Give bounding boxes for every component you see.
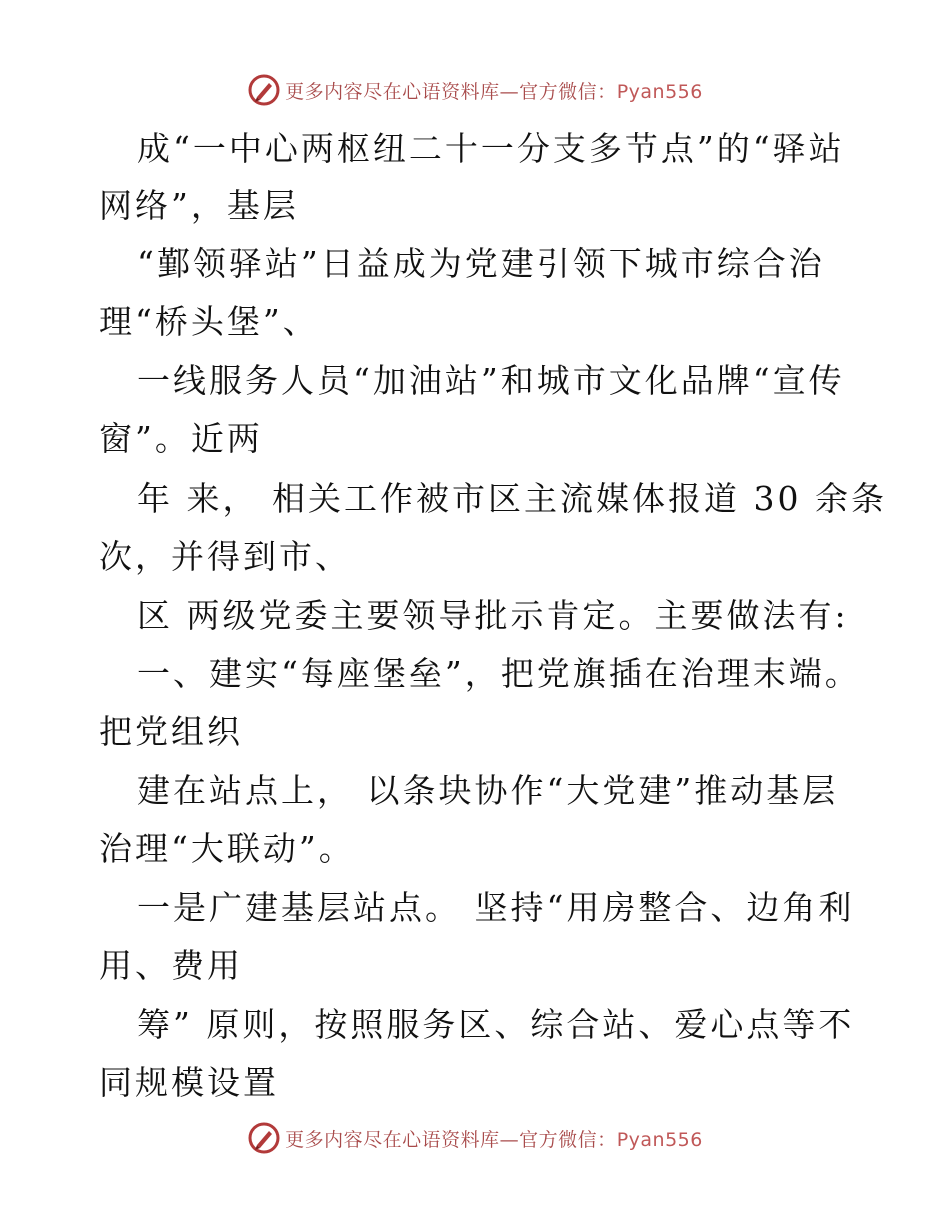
paragraph-line: 一、建实“每座堡垒”，把党旗插在治理末端。 bbox=[137, 654, 861, 693]
watermark-wechat-id: Pyan556 bbox=[616, 80, 703, 103]
pen-logo-icon bbox=[247, 1121, 281, 1155]
footer-watermark bbox=[0, 1118, 950, 1158]
watermark-dash: — bbox=[499, 80, 520, 103]
paragraph-line: 网络”，基层 bbox=[99, 186, 299, 225]
paragraph-line: 成“一中心两枢纽二十一分支多节点”的“驿站 bbox=[137, 129, 845, 168]
paragraph-line: 治理“大联动”。 bbox=[99, 829, 355, 868]
paragraph-line: 建在站点上， 以条块协作“大党建”推动基层 bbox=[137, 771, 839, 810]
paragraph-line: 筹” 原则，按照服务区、综合站、爱心点等不 bbox=[137, 1005, 855, 1044]
paragraph-line: 一是广建基层站点。 坚持“用房整合、边角利 bbox=[137, 888, 855, 927]
watermark-text bbox=[285, 77, 703, 104]
paragraph-line: 理“桥头堡”、 bbox=[99, 302, 319, 341]
paragraph-line: 窗”。近两 bbox=[99, 419, 263, 458]
watermark-wechat-label: 官方微信： bbox=[519, 1128, 617, 1151]
watermark-main-text: 更多内容尽在心语资料库 bbox=[285, 80, 500, 103]
watermark-wechat-id: Pyan556 bbox=[616, 1128, 703, 1151]
paragraph-line: 区 两级党委主要领导批示肯定。主要做法有: bbox=[137, 596, 849, 635]
paragraph-line: 一线服务人员“加油站”和城市文化品牌“宣传 bbox=[137, 361, 845, 400]
paragraph-line: 把党组织 bbox=[99, 712, 243, 751]
paragraph-line: 同规模设置 bbox=[99, 1063, 279, 1102]
pen-logo-icon bbox=[247, 73, 281, 107]
paragraph-line: 次，并得到市、 bbox=[99, 537, 351, 576]
paragraph-line: “鄞领驿站”日益成为党建引领下城市综合治 bbox=[137, 244, 825, 283]
header-watermark bbox=[0, 70, 950, 110]
watermark-main-text: 更多内容尽在心语资料库 bbox=[285, 1128, 500, 1151]
paragraph-line: 用、费用 bbox=[99, 946, 243, 985]
paragraph-line: 年 来， 相关工作被市区主流媒体报道 30 余条 bbox=[137, 479, 887, 518]
watermark-dash: — bbox=[499, 1128, 520, 1151]
watermark-wechat-label: 官方微信： bbox=[519, 80, 617, 103]
watermark-text bbox=[285, 1125, 703, 1152]
